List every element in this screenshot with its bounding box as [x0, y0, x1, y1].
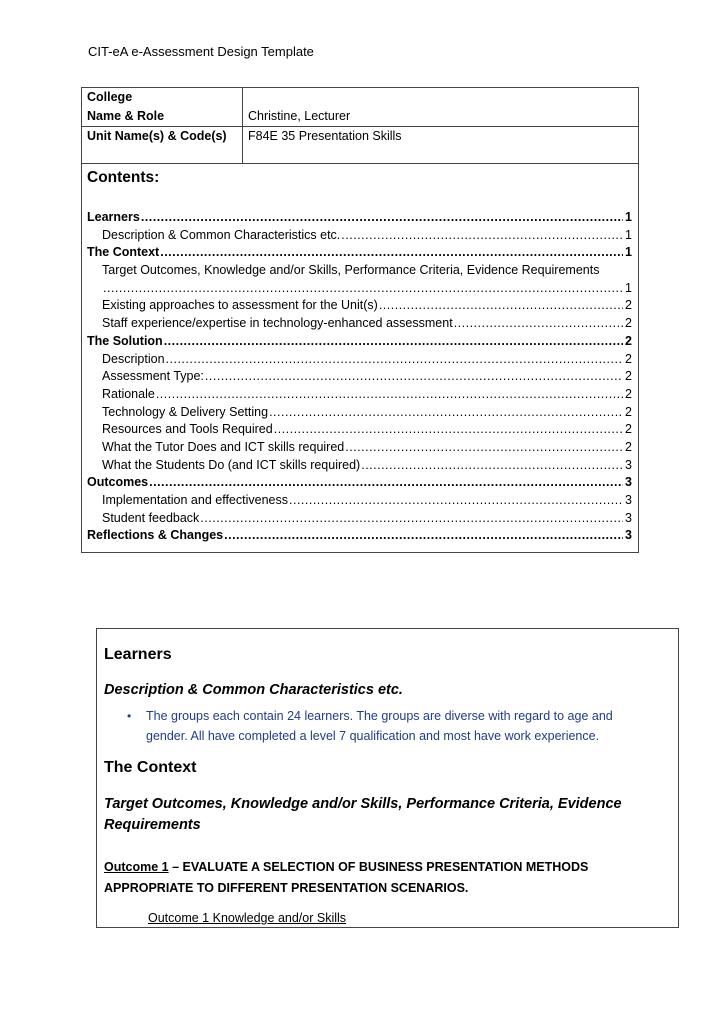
info-table — [82, 88, 638, 163]
toc-entry-text: Outcomes — [87, 475, 149, 490]
toc-entry-text: Description — [102, 351, 165, 366]
toc-leader-dots — [454, 315, 623, 333]
toc-entry[interactable] — [87, 209, 632, 227]
toc-page-number: 2 — [625, 369, 632, 384]
toc-entry-text: Rationale — [102, 386, 155, 401]
toc-entry-text: Description & Common Characteristics etc. — [102, 227, 341, 242]
toc-entry[interactable] — [87, 368, 632, 386]
toc-entry-text: Target Outcomes, Knowledge and/or Skills, Performance Criteria, Evidence Requirements — [102, 263, 600, 278]
name-role-value: Christine, Lecturer — [248, 109, 351, 123]
contents-title: Contents: — [87, 169, 160, 186]
toc-entry[interactable] — [87, 474, 632, 492]
toc-page-number: 2 — [625, 333, 632, 348]
toc-entry-text: Reflections & Changes — [87, 528, 224, 543]
toc-leader-dots — [224, 527, 623, 545]
toc-entry[interactable] — [87, 280, 632, 298]
context-heading: The Context — [104, 759, 197, 776]
toc-entry[interactable] — [87, 333, 632, 351]
toc-page-number: 2 — [625, 439, 632, 454]
outcome-1-text: – EVALUATE A SELECTION OF BUSINESS PRESENTATION METHODS APPROPRIATE TO DIFFERENT PRESENTATION SCENARIOS. — [104, 860, 589, 895]
outcome-1 — [104, 857, 669, 899]
toc-page-number: 1 — [625, 280, 632, 295]
toc-entry[interactable] — [87, 457, 632, 475]
toc-leader-dots — [164, 333, 623, 351]
toc-entry[interactable] — [87, 244, 632, 262]
toc-entry[interactable] — [87, 510, 632, 528]
toc-entry[interactable] — [87, 492, 632, 510]
toc-entry-text: What the Students Do (and ICT skills required) — [102, 457, 361, 472]
toc-page-number: 1 — [625, 227, 632, 242]
toc-leader-dots — [205, 368, 623, 386]
toc-entry[interactable] — [87, 421, 632, 439]
table-of-contents — [87, 209, 632, 545]
unit-label: Unit Name(s) & Code(s) — [82, 127, 243, 164]
toc-entry-text: Resources and Tools Required — [102, 422, 273, 437]
toc-entry-text: Assessment Type: — [102, 369, 204, 384]
learners-heading: Learners — [104, 646, 172, 663]
toc-entry[interactable] — [87, 227, 632, 245]
toc-entry[interactable] — [87, 262, 632, 280]
toc-entry[interactable] — [87, 404, 632, 422]
toc-page-number: 3 — [625, 457, 632, 472]
unit-value: F84E 35 Presentation Skills — [243, 127, 639, 164]
toc-entry[interactable] — [87, 439, 632, 457]
table-row — [82, 127, 638, 164]
table-row — [82, 107, 638, 127]
target-outcomes-heading: Target Outcomes, Knowledge and/or Skills, Performance Criteria, Evidence Requirements — [104, 796, 622, 833]
table-row — [82, 88, 638, 107]
toc-leader-dots — [141, 209, 623, 227]
toc-entry-text: Implementation and effectiveness — [102, 493, 288, 507]
toc-leader-dots — [269, 404, 623, 422]
toc-leader-dots — [341, 227, 623, 245]
learners-description: The groups each contain 24 learners. The groups are diverse with regard to age and gender. All have completed a level 7 qualification and most have work experience. — [146, 709, 613, 743]
toc-page-number: 2 — [625, 404, 632, 419]
toc-entry[interactable] — [87, 527, 632, 545]
toc-leader-dots — [160, 244, 623, 262]
toc-entry[interactable] — [87, 297, 632, 315]
toc-entry-text: Technology & Delivery Setting — [102, 404, 269, 419]
toc-entry-text: Student feedback — [102, 510, 200, 525]
toc-page-number: 2 — [625, 316, 632, 331]
list-item — [127, 706, 657, 746]
bullet-icon: • — [127, 709, 132, 723]
toc-page-number: 1 — [625, 245, 632, 260]
toc-page-number: 3 — [625, 510, 632, 525]
name-role-label: Name & Role — [82, 107, 243, 127]
contents-section — [82, 163, 638, 545]
summary-box — [81, 87, 639, 553]
toc-page-number: 2 — [625, 386, 632, 401]
toc-page-number: 3 — [625, 493, 632, 507]
toc-entry-text: The Solution — [87, 333, 163, 348]
toc-leader-dots — [345, 439, 623, 457]
toc-leader-dots — [156, 386, 623, 404]
document-header: CIT-eA e-Assessment Design Template — [88, 44, 314, 59]
toc-entry-text: Staff experience/expertise in technology-enhanced assessment — [102, 316, 453, 331]
description-heading: Description & Common Characteristics etc. — [104, 682, 403, 698]
outcome-1-label: Outcome 1 — [104, 860, 169, 874]
toc-entry-text: The Context — [87, 245, 160, 260]
toc-leader-dots — [361, 457, 623, 475]
toc-page-number: 3 — [625, 475, 632, 490]
toc-leader-dots — [166, 351, 624, 369]
toc-page-number: 2 — [625, 422, 632, 437]
college-label: College — [82, 88, 243, 107]
toc-leader-dots — [200, 510, 623, 528]
outcome-1-knowledge-skills: Outcome 1 Knowledge and/or Skills — [148, 911, 347, 925]
toc-page-number: 2 — [625, 351, 632, 366]
toc-leader-dots — [149, 474, 623, 492]
toc-entry-text: What the Tutor Does and ICT skills required — [102, 439, 345, 454]
toc-page-number: 1 — [625, 210, 632, 224]
toc-page-number: 2 — [625, 298, 632, 313]
toc-leader-dots — [274, 421, 623, 439]
toc-leader-dots — [379, 297, 623, 315]
college-value — [243, 88, 639, 107]
toc-entry[interactable] — [87, 351, 632, 369]
toc-leader-dots — [289, 492, 623, 510]
toc-entry-text: Learners — [87, 210, 140, 224]
toc-entry[interactable] — [87, 386, 632, 404]
toc-entry-text: Existing approaches to assessment for the Unit(s) — [102, 298, 378, 313]
toc-leader-dots — [103, 280, 623, 298]
toc-entry[interactable] — [87, 315, 632, 333]
content-box — [96, 628, 679, 928]
toc-page-number: 3 — [625, 528, 632, 543]
